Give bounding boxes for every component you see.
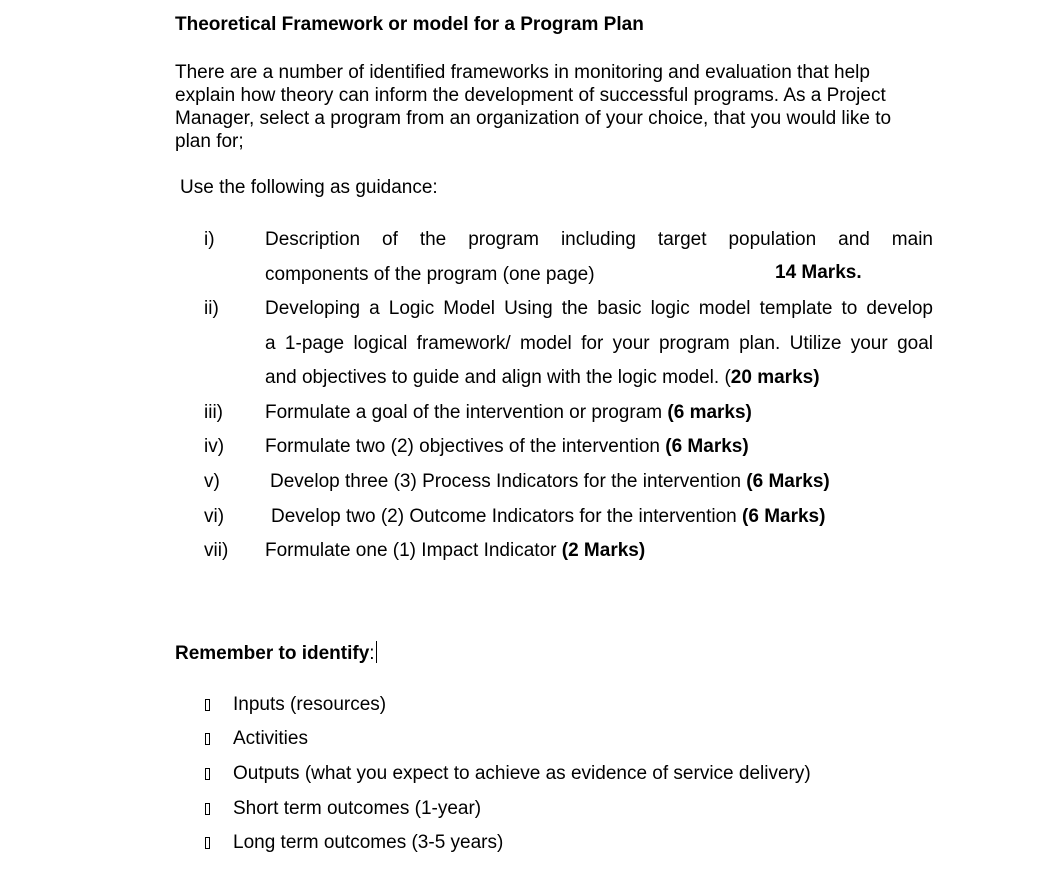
bullet-box-icon <box>205 803 210 815</box>
item-marks: (2 Marks) <box>561 540 646 561</box>
item-text: Formulate one (1) Impact Indicator <box>265 540 562 561</box>
intro-line: explain how theory can inform the development of successful programs. As a Project <box>175 85 886 106</box>
remember-colon: : <box>369 643 375 664</box>
text-cursor <box>376 641 377 663</box>
item-number: ii) <box>204 298 219 319</box>
item-marks: 14 Marks. <box>775 262 862 283</box>
document-title: Theoretical Framework or model for a Program Plan <box>175 14 644 35</box>
item-process-indicators <box>270 471 830 493</box>
item-number: vi) <box>204 506 225 527</box>
bullet-box-icon <box>205 733 210 745</box>
list-item: Short term outcomes (1-year) <box>233 798 482 819</box>
list-item: Outputs (what you expect to achieve as evidence of service delivery) <box>233 763 811 784</box>
item-text: Develop three (3) Process Indicators for the intervention <box>270 471 747 492</box>
item-number: vii) <box>204 540 229 561</box>
item-line: Description of the program including target population and main <box>265 229 933 250</box>
item-text: Formulate two (2) objectives of the intervention <box>265 436 666 457</box>
item-objectives <box>265 436 749 458</box>
bullet-box-icon <box>205 768 210 780</box>
intro-paragraph <box>175 61 945 153</box>
item-marks: 20 marks) <box>730 367 820 389</box>
item-line: Developing a Logic Model Using the basic logic model template to develop <box>265 298 933 319</box>
item-number: i) <box>204 229 215 250</box>
list-item: Inputs (resources) <box>233 694 387 715</box>
item-goal <box>265 402 752 424</box>
guidance-label: Use the following as guidance: <box>180 177 438 198</box>
item-line-text: and objectives to guide and align with the logic model. ( <box>265 367 731 389</box>
intro-line: There are a number of identified frameworks in monitoring and evaluation that help <box>175 62 870 83</box>
item-marks: (6 Marks) <box>746 471 830 492</box>
item-line: components of the program (one page) <box>265 263 595 285</box>
bullet-box-icon <box>205 699 210 711</box>
item-logic-model <box>265 292 933 396</box>
item-marks: (6 marks) <box>667 402 752 423</box>
bullet-box-icon <box>205 837 210 849</box>
intro-line: Manager, select a program from an organization of your choice, that you would like to <box>175 108 892 129</box>
item-line <box>265 361 933 396</box>
item-number: iii) <box>204 402 223 423</box>
item-outcome-indicators <box>271 506 825 528</box>
item-text: Formulate a goal of the intervention or program <box>265 402 668 423</box>
item-impact-indicator <box>265 540 645 562</box>
item-text: Develop two (2) Outcome Indicators for the intervention <box>271 506 743 527</box>
item-number: iv) <box>204 436 225 457</box>
item-marks: (6 Marks) <box>665 436 749 457</box>
remember-heading <box>175 641 377 665</box>
list-item: Activities <box>233 728 308 749</box>
list-item: Long term outcomes (3-5 years) <box>233 832 504 853</box>
item-line: a 1-page logical framework/ model for your program plan. Utilize your goal <box>265 332 933 354</box>
remember-label: Remember to identify <box>175 643 370 664</box>
item-number: v) <box>204 471 220 492</box>
item-marks: (6 Marks) <box>742 506 826 527</box>
intro-line: plan for; <box>175 131 244 152</box>
